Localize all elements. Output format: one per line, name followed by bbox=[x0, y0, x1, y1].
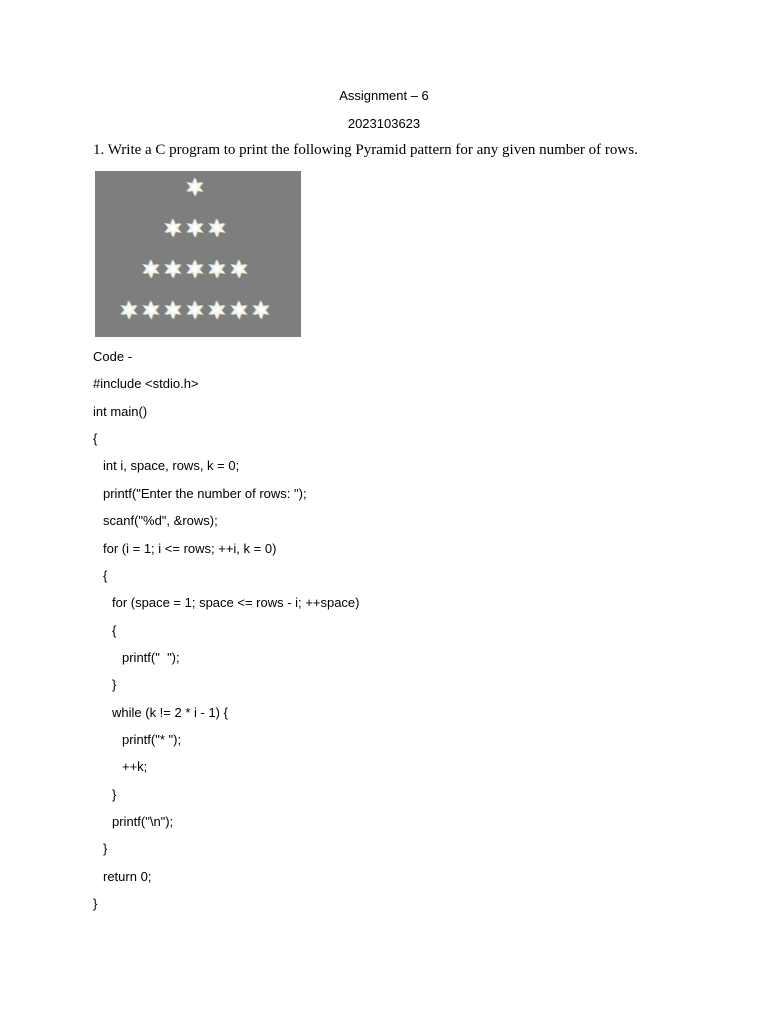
question-text: 1. Write a C program to print the following Pyramid pattern for any given number of rows. bbox=[93, 142, 638, 158]
star-icon bbox=[184, 299, 206, 321]
code-line: printf("\n"); bbox=[112, 814, 174, 829]
star-icon bbox=[118, 299, 140, 321]
code-line: #include <stdio.h> bbox=[93, 376, 199, 391]
code-line: for (i = 1; i <= rows; ++i, k = 0) bbox=[103, 541, 277, 556]
code-line: printf("* "); bbox=[122, 732, 182, 747]
code-line: int main() bbox=[93, 404, 148, 419]
code-line: } bbox=[112, 677, 117, 692]
code-line: scanf("%d", &rows); bbox=[103, 513, 218, 528]
star-icon bbox=[206, 299, 228, 321]
star-icon bbox=[162, 299, 184, 321]
star-icon bbox=[206, 217, 228, 239]
star-icon bbox=[184, 217, 206, 239]
pyramid-figure bbox=[95, 171, 301, 337]
code-line: { bbox=[103, 568, 108, 583]
assignment-title: Assignment – 6 bbox=[339, 88, 429, 103]
roll-number: 2023103623 bbox=[347, 116, 421, 131]
star-icon bbox=[140, 258, 162, 280]
star-icon bbox=[228, 258, 250, 280]
star-icon bbox=[162, 258, 184, 280]
star-icon bbox=[162, 217, 184, 239]
code-line: } bbox=[112, 787, 117, 802]
code-label: Code - bbox=[93, 349, 133, 364]
code-line: { bbox=[112, 623, 117, 638]
star-icon bbox=[250, 299, 272, 321]
star-icon bbox=[206, 258, 228, 280]
code-line: ++k; bbox=[122, 759, 148, 774]
code-line: } bbox=[103, 841, 108, 856]
code-line: } bbox=[93, 896, 98, 911]
code-line: for (space = 1; space <= rows - i; ++space) bbox=[112, 595, 360, 610]
code-line: int i, space, rows, k = 0; bbox=[103, 458, 240, 473]
star-icon bbox=[140, 299, 162, 321]
star-icon bbox=[184, 258, 206, 280]
code-line: return 0; bbox=[103, 869, 152, 884]
code-line: while (k != 2 * i - 1) { bbox=[112, 705, 228, 720]
code-line: { bbox=[93, 431, 98, 446]
star-icon bbox=[184, 176, 206, 198]
star-icon bbox=[228, 299, 250, 321]
code-line: printf("Enter the number of rows: "); bbox=[103, 486, 307, 501]
code-line: printf(" "); bbox=[122, 650, 180, 665]
